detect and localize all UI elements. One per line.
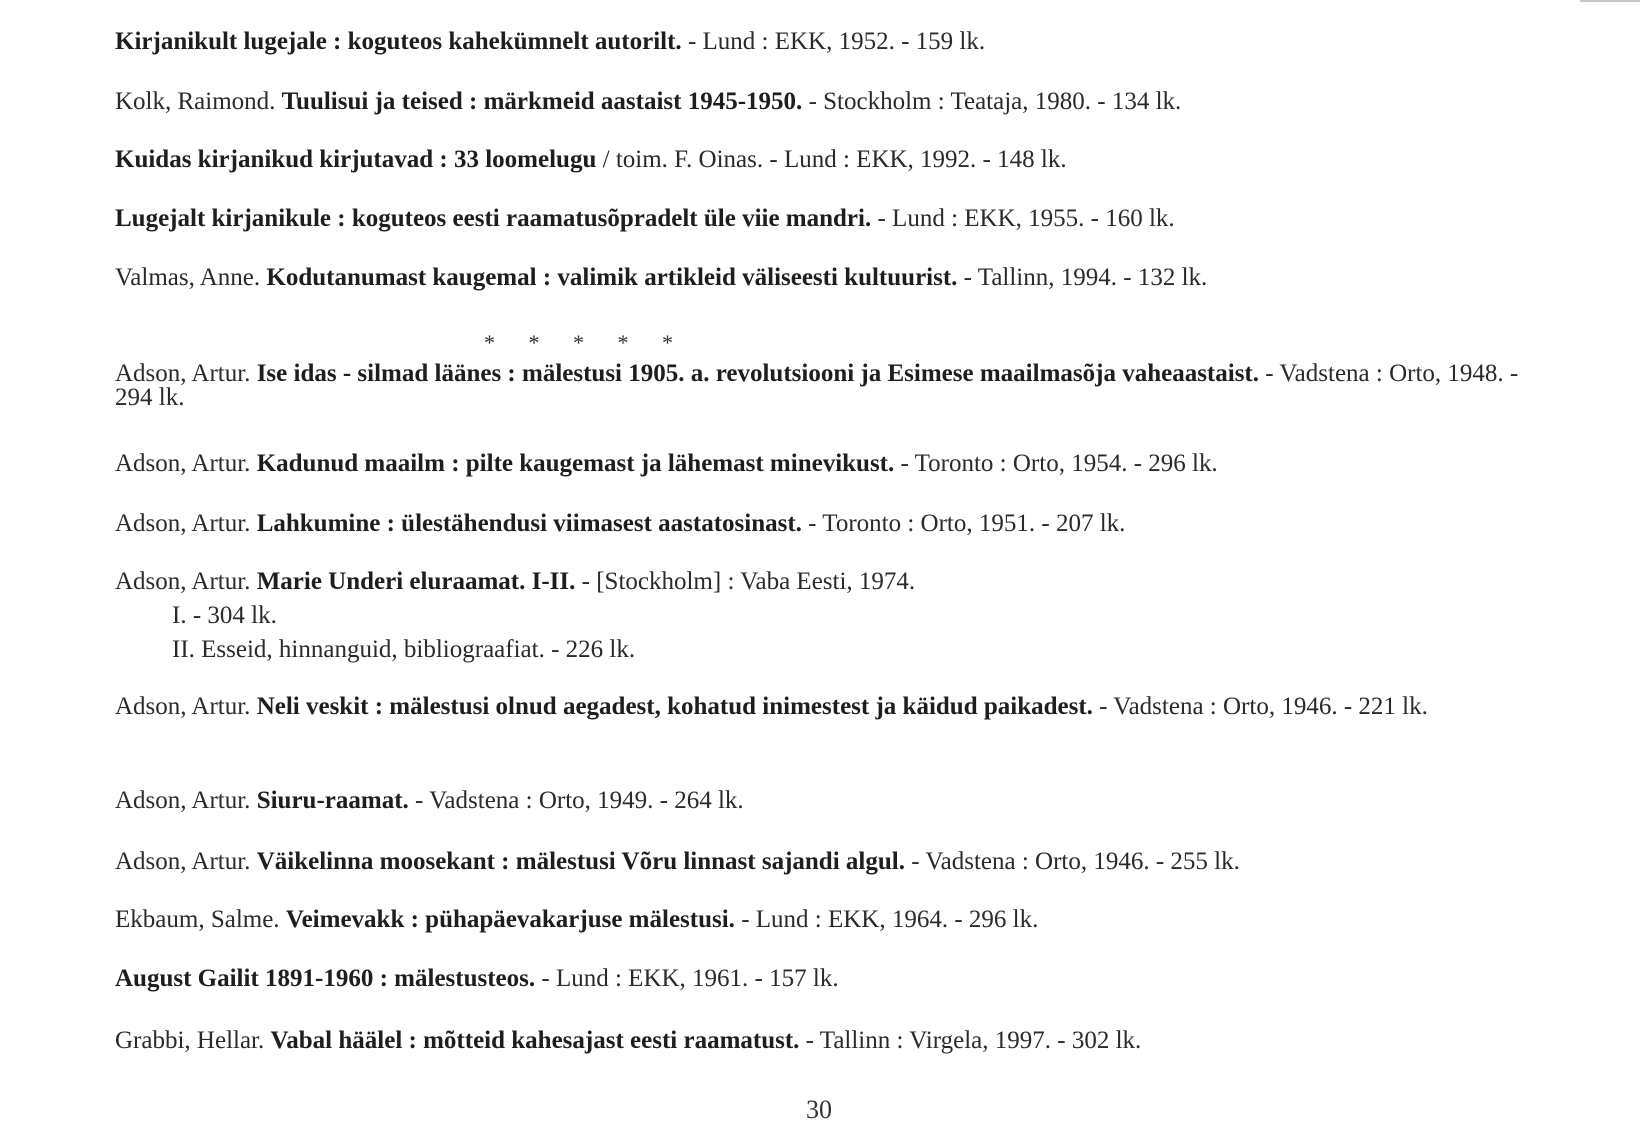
entry-title: Ise idas - silmad läänes : mälestusi 1905. a. revolutsiooni ja Esimese maailmasõja vaheaastaist. xyxy=(256,360,1260,387)
page-number: 30 xyxy=(806,1095,832,1124)
bibliography-entry xyxy=(115,362,1555,410)
entry-details: - Stockholm : Teataja, 1980. - 134 lk. xyxy=(802,88,1182,115)
bibliography-entry xyxy=(115,787,1555,814)
entry-details: - Vadstena : Orto, 1949. - 264 lk. xyxy=(408,787,744,814)
entry-details: - Lund : EKK, 1955. - 160 lk. xyxy=(871,205,1175,232)
entry-title: Väikelinna moosekant : mälestusi Võru linnast sajandi algul. xyxy=(256,848,905,875)
entry-author: Adson, Artur. xyxy=(115,787,257,814)
entry-details: - Lund : EKK, 1961. - 157 lk. xyxy=(535,965,839,992)
bibliography-entry xyxy=(115,450,1555,477)
bibliography-entry xyxy=(115,965,1555,992)
entry-title: Kuidas kirjanikud kirjutavad : 33 loomelugu xyxy=(115,146,597,173)
entry-author: Grabbi, Hellar. xyxy=(115,1027,271,1054)
entry-author: Adson, Artur. xyxy=(115,510,257,537)
entry-title: Kadunud maailm : pilte kaugemast ja lähemast minevikust. xyxy=(256,450,895,477)
entry-details: - Lund : EKK, 1952. - 159 lk. xyxy=(681,28,986,55)
entry-author: Adson, Artur. xyxy=(115,360,257,387)
entry-title: Siuru-raamat. xyxy=(256,787,409,814)
entry-author: Kolk, Raimond. xyxy=(115,88,282,115)
bibliography-entry xyxy=(115,906,1555,933)
entry-author: Ekbaum, Salme. xyxy=(115,906,286,933)
scan-edge-line xyxy=(1580,0,1640,2)
bibliography-entry xyxy=(115,146,1555,173)
entry-details: - Tallinn, 1994. - 132 lk. xyxy=(957,264,1208,291)
volume-line: I. - 304 lk. xyxy=(172,602,277,629)
entry-title: Vabal häälel : mõtteid kahesajast eesti raamatust. xyxy=(270,1027,800,1054)
entry-title: Neli veskit : mälestusi olnud aegadest, kohatud inimestest ja käidud paikadest. xyxy=(256,693,1093,720)
section-separator: * * * * * xyxy=(484,330,687,355)
volume-line: II. Esseid, hinnanguid, bibliograafiat. - 226 lk. xyxy=(172,636,636,663)
bibliography-entry xyxy=(115,28,1555,55)
entry-details: / toim. F. Oinas. - Lund : EKK, 1992. - 148 lk. xyxy=(596,146,1067,173)
entry-author: Valmas, Anne. xyxy=(115,264,267,291)
bibliography-entry xyxy=(115,205,1555,232)
entry-details: - Vadstena : Orto, 1946. - 255 lk. xyxy=(904,848,1240,875)
entry-details: - Toronto : Orto, 1951. - 207 lk. xyxy=(801,510,1126,537)
bibliography-entry xyxy=(115,1027,1555,1054)
bibliography-entry xyxy=(115,568,1555,595)
entry-title: Tuulisui ja teised : märkmeid aastaist 1945-1950. xyxy=(281,88,803,115)
entry-author: Adson, Artur. xyxy=(115,450,257,477)
entry-title: Kirjanikult lugejale : koguteos kahekümnelt autorilt. xyxy=(115,28,682,55)
bibliography-entry xyxy=(115,510,1555,537)
bibliography-entry xyxy=(115,848,1555,875)
entry-details: - [Stockholm] : Vaba Eesti, 1974. xyxy=(575,568,916,595)
entry-details: - Tallinn : Virgela, 1997. - 302 lk. xyxy=(799,1027,1142,1054)
entry-title: Veimevakk : pühapäevakarjuse mälestusi. xyxy=(285,906,735,933)
entry-author: Adson, Artur. xyxy=(115,568,257,595)
entry-author: Adson, Artur. xyxy=(115,693,257,720)
bibliography-entry xyxy=(115,88,1555,115)
bibliography-entry xyxy=(115,264,1555,291)
entry-title: August Gailit 1891-1960 : mälestusteos. xyxy=(115,965,536,992)
entry-details: - Vadstena : Orto, 1948. - 294 lk. xyxy=(115,360,1519,411)
entry-details: - Vadstena : Orto, 1946. - 221 lk. xyxy=(1092,693,1428,720)
entry-title: Marie Underi eluraamat. I-II. xyxy=(256,568,576,595)
entry-details: - Lund : EKK, 1964. - 296 lk. xyxy=(734,906,1039,933)
entry-title: Lahkumine : ülestähendusi viimasest aastatosinast. xyxy=(256,510,802,537)
bibliography-entry xyxy=(115,694,1555,720)
entry-details: - Toronto : Orto, 1954. - 296 lk. xyxy=(894,450,1218,477)
entry-title: Lugejalt kirjanikule : koguteos eesti raamatusõpradelt üle viie mandri. xyxy=(115,205,872,232)
entry-author: Adson, Artur. xyxy=(115,848,257,875)
entry-title: Kodutanumast kaugemal : valimik artikleid väliseesti kultuurist. xyxy=(266,264,958,291)
